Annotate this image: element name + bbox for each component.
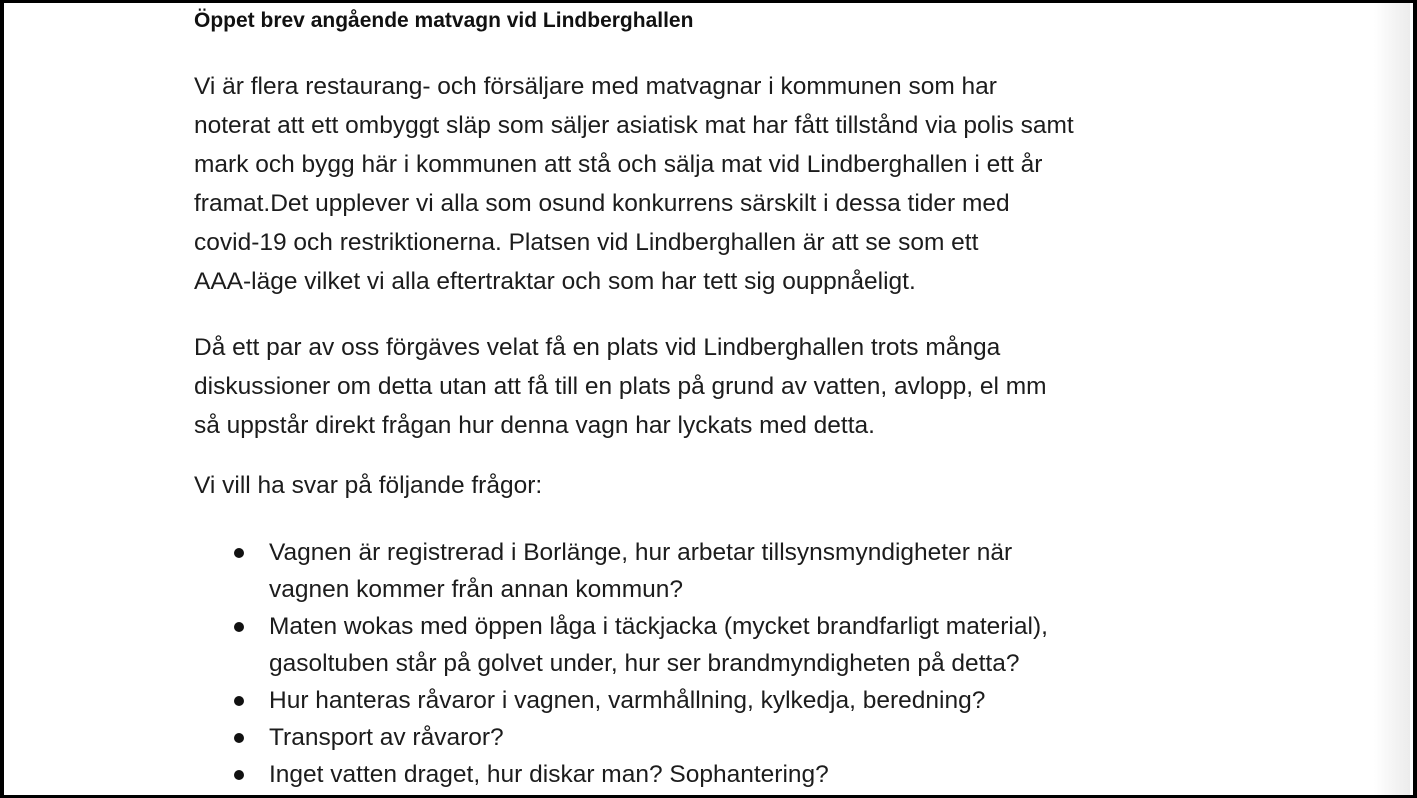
question-line: Hur hanteras råvaror i vagnen, varmhållning, kylkedja, beredning? xyxy=(269,687,986,714)
bullet-icon xyxy=(234,770,244,780)
bullet-icon xyxy=(234,548,244,558)
paragraph-line: så uppstår direkt frågan hur denna vagn har lyckats med detta. xyxy=(194,412,875,439)
paragraph-line: Då ett par av oss förgäves velat få en plats vid Lindberghallen trots många xyxy=(194,334,1001,361)
paragraph-background xyxy=(194,328,1047,445)
question-line: Inget vatten draget, hur diskar man? Sophantering? xyxy=(269,761,829,788)
bullet-icon xyxy=(234,622,244,632)
bullet-icon xyxy=(234,733,244,743)
list-item xyxy=(4,682,1048,719)
paragraph-line: diskussioner om detta utan att få till en plats på grund av vatten, avlopp, el mm xyxy=(194,373,1047,400)
paragraph-intro xyxy=(194,67,1074,301)
document-title: Öppet brev angående matvagn vid Lindberghallen xyxy=(194,9,694,32)
paragraph-line: AAA-läge vilket vi alla eftertraktar och som har tett sig ouppnåeligt. xyxy=(194,268,916,295)
question-line: vagnen kommer från annan kommun? xyxy=(269,576,683,603)
list-item xyxy=(4,534,1048,608)
paragraph-line: framat.Det upplever vi alla som osund konkurrens särskilt i dessa tider med xyxy=(194,190,1010,217)
list-item xyxy=(4,719,1048,756)
questions-intro: Vi vill ha svar på följande frågor: xyxy=(194,472,543,499)
list-item xyxy=(4,608,1048,682)
list-item xyxy=(4,756,1048,793)
question-line: Transport av råvaror? xyxy=(269,724,504,751)
bullet-icon xyxy=(234,696,244,706)
paragraph-line: mark och bygg här i kommunen att stå och sälja mat vid Lindberghallen i ett år xyxy=(194,151,1043,178)
question-line: gasoltuben står på golvet under, hur ser brandmyndigheten på detta? xyxy=(269,650,1020,677)
paragraph-line: Vi är flera restaurang- och försäljare med matvagnar i kommunen som har xyxy=(194,73,997,100)
paragraph-line: covid-19 och restriktionerna. Platsen vid Lindberghallen är att se som ett xyxy=(194,229,979,256)
question-line: Vagnen är registrerad i Borlänge, hur arbetar tillsynsmyndigheter när xyxy=(269,539,1013,566)
paragraph-line: noterat att ett ombyggt släp som säljer asiatisk mat har fått tillstånd via polis samt xyxy=(194,112,1074,139)
page-edge-shadow xyxy=(1374,3,1410,795)
question-line: Maten wokas med öppen låga i täckjacka (mycket brandfarligt material), xyxy=(269,613,1048,640)
questions-list xyxy=(4,534,1048,793)
